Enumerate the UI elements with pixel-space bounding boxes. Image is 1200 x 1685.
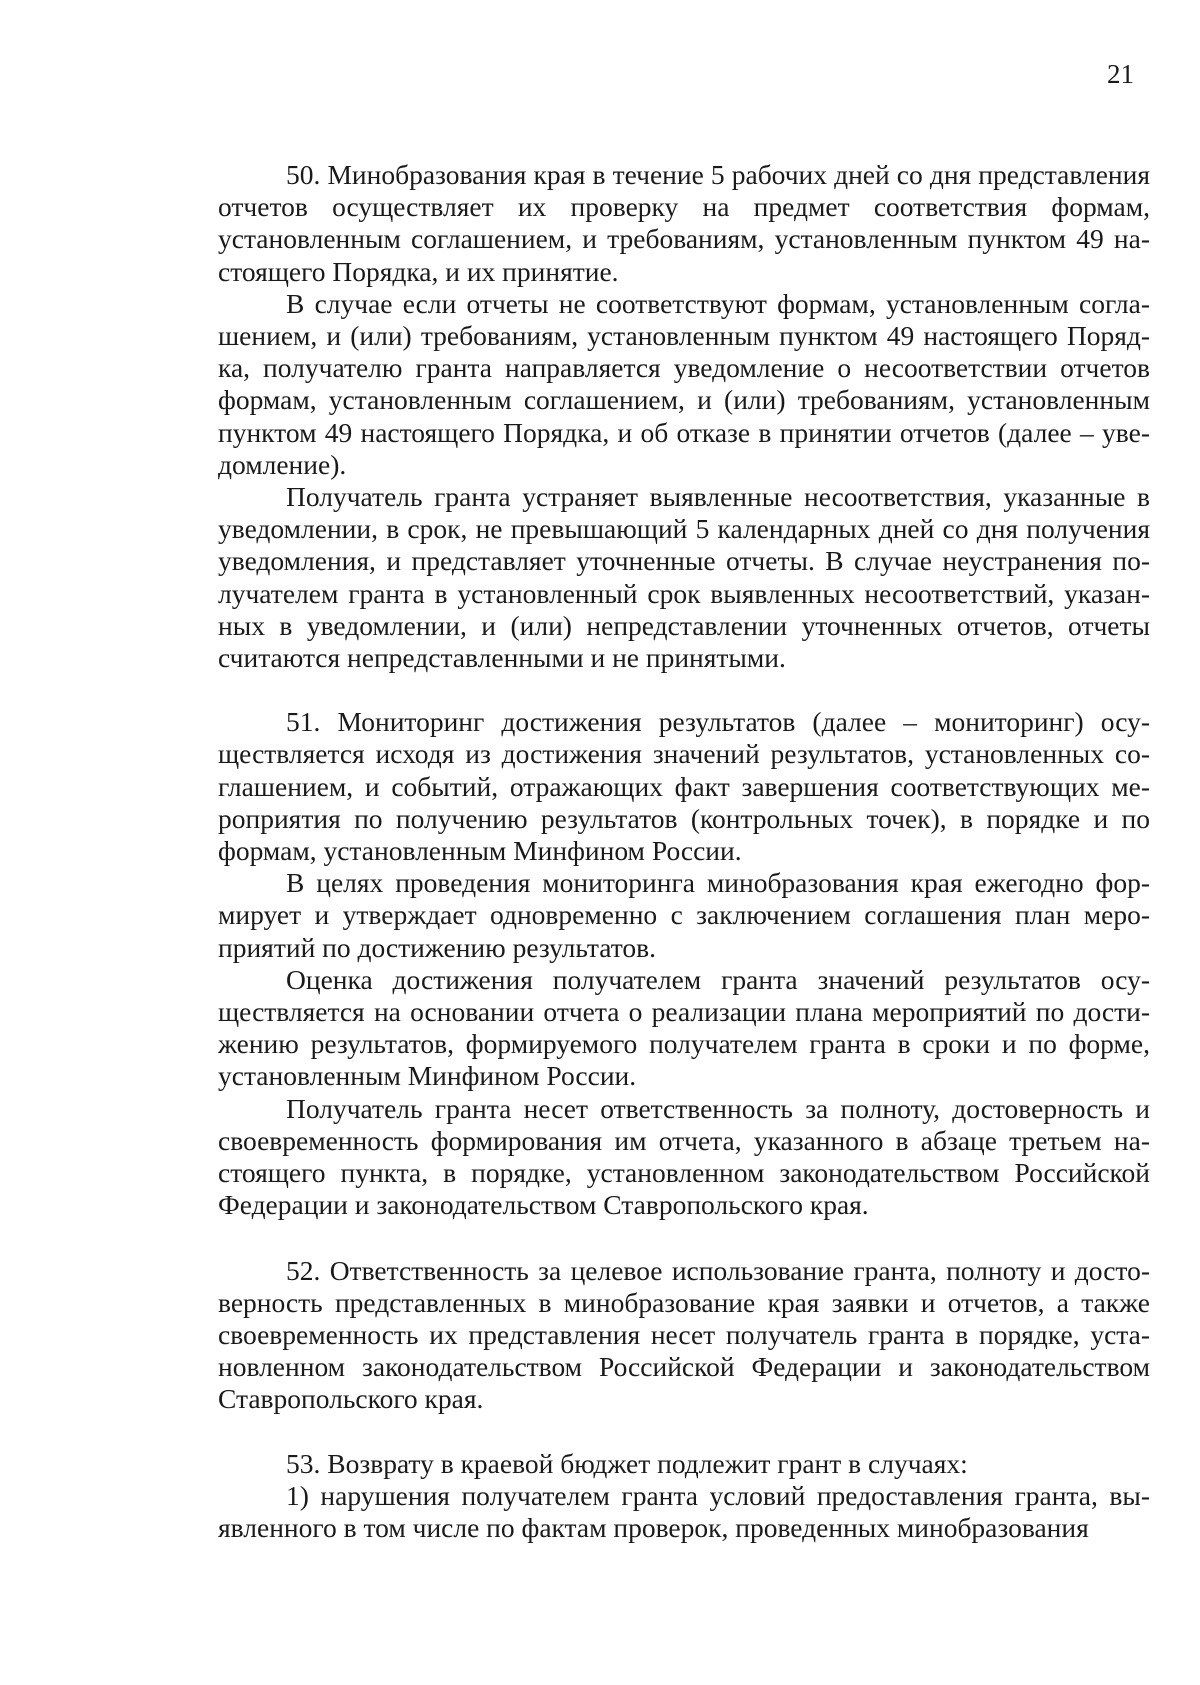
paragraph-52: 52. Ответственность за целевое использование гранта, полноту и достоверность представленных в минобразование края заявки и отчетов, а также своевременность их представления несет получатель гранта в порядке, установленном законодательством Российской Федерации и законодательством Ставропольского края. <box>218 1254 1150 1415</box>
paragraph-51-part-3: Оценка достижения получателем гранта значений результатов осуществляется на основании отчета о реализации плана мероприятий по достижению результатов, формируемого получателем гранта в сроки и по форме, установленным Минфином России. <box>218 963 1150 1092</box>
paragraph-50-part-2: В случае если отчеты не соответствуют формам, установленным соглашением, и (или) требованиям, установленным пунктом 49 настоящего Порядка, получателю гранта направляется уведомление о несоответствии отчетов формам, установленным соглашением, и (или) требованиям, установленным пунктом 49 настоящего Порядка, и об отказе в принятии отчетов (далее – уведомление). <box>218 287 1150 480</box>
paragraph-51-part-4: Получатель гранта несет ответственность за полноту, достоверность и своевременность формирования им отчета, указанного в абзаце третьем настоящего пункта, в порядке, установленном законодательством Российской Федерации и законодательством Ставропольского края. <box>218 1092 1150 1221</box>
page-number: 21 <box>1107 59 1134 89</box>
document-body <box>218 159 1150 1544</box>
paragraph-50: 50. Минобразования края в течение 5 рабочих дней со дня представления отчетов осуществляет их проверку на предмет соответствия формам, установленным соглашением, и требованиям, установленным пунктом 49 настоящего Порядка, и их принятие. <box>218 159 1150 287</box>
paragraph-50-part-3: Получатель гранта устраняет выявленные несоответствия, указанные в уведомлении, в срок, не превышающий 5 календарных дней со дня получения уведомления, и представляет уточненные отчеты. В случае неустранения получателем гранта в установленный срок выявленных несоответствий, указанных в уведомлении, и (или) непредставлении уточненных отчетов, отчеты считаются непредставленными и не принятыми. <box>218 481 1150 674</box>
paragraph-53: 53. Возврату в краевой бюджет подлежит грант в случаях: <box>286 1447 968 1479</box>
paragraph-51-part-2: В целях проведения мониторинга минобразования края ежегодно формирует и утверждает одновременно с заключением соглашения план мероприятий по достижению результатов. <box>218 867 1150 963</box>
paragraph-51: 51. Мониторинг достижения результатов (далее – мониторинг) осуществляется исходя из достижения значений результатов, установленных соглашением, и событий, отражающих факт завершения соответствующих мероприятия по получению результатов (контрольных точек), в порядке и по формам, установленным Минфином России. <box>218 706 1150 867</box>
paragraph-53-item-1: 1) нарушения получателем гранта условий предоставления гранта, выявленного в том числе по фактам проверок, проведенных минобразования <box>218 1479 1150 1543</box>
